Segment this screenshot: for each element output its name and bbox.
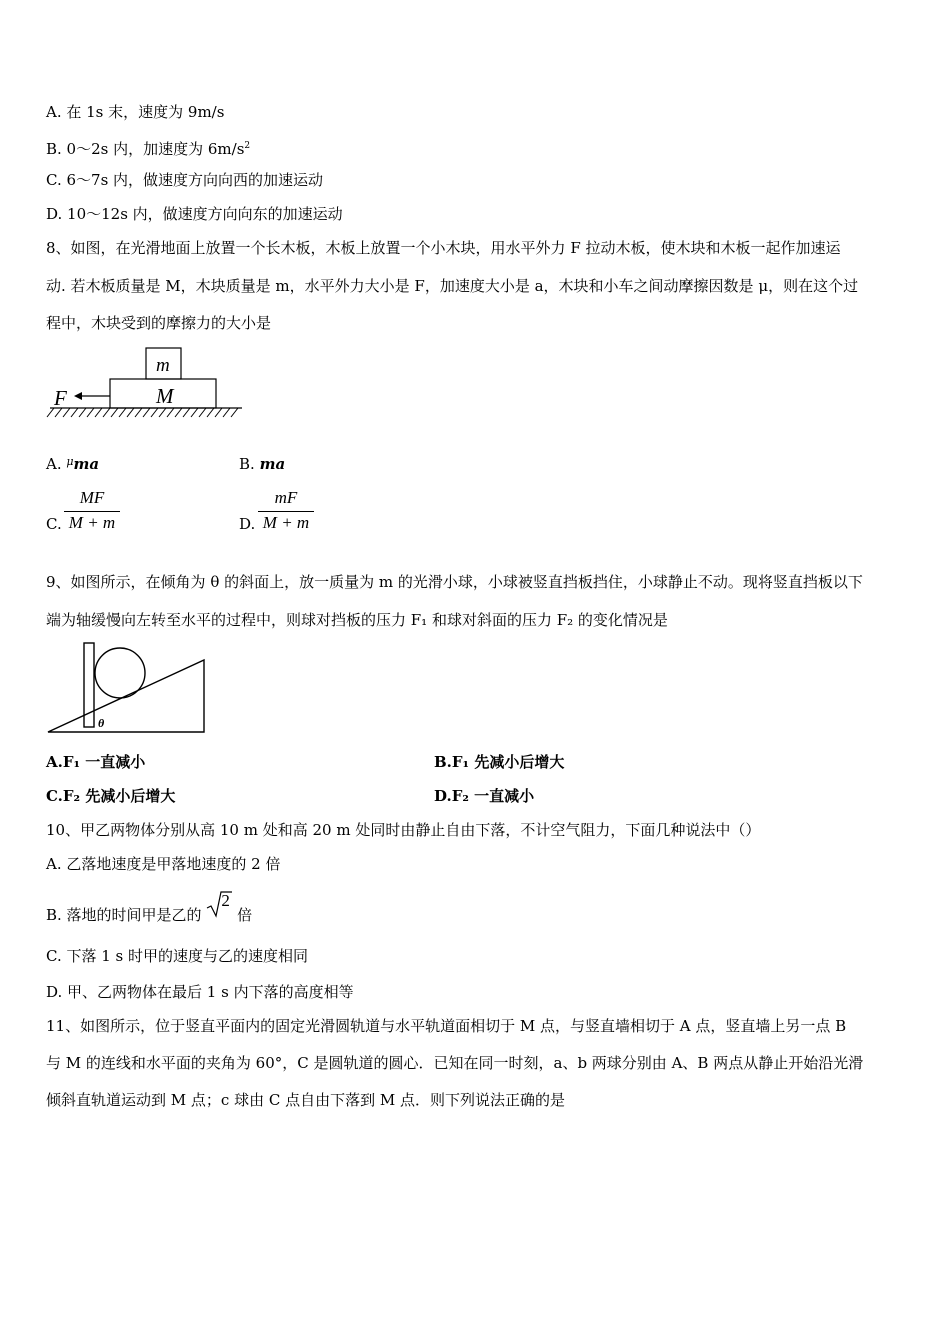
hatch-mark [207,408,214,417]
q9-option-d: D.F₂ 一直减小 [434,787,535,805]
q8-option-d-fraction-bar [258,511,314,512]
q11-stem-line-3: 倾斜直轨道运动到 M 点；c 球由 C 点自由下落到 M 点．则下列说法正确的是 [46,1091,565,1109]
q8-board-label: M [156,384,174,408]
q11-stem-line-2: 与 M 的连线和水平面的夹角为 60°，C 是圆轨道的圆心．已知在同一时刻，a、b 两球分别由 A、B 两点从静止开始沿光滑 [46,1054,864,1072]
hatch-mark [183,408,190,417]
q9-option-a: A.F₁ 一直减小 [46,753,146,771]
q8-stem-line-2: 动. 若木板质量是 M，木块质量是 m，水平外力大小是 F，加速度大小是 a，木块和小车之间动摩擦因数是 μ，则在这个过 [46,277,859,295]
q10-stem: 10、甲乙两物体分别从高 10 m 处和高 20 m 处同时由静止自由下落，不计空气阻力，下面几种说法中（） [46,821,761,839]
q8-option-a-label: A. [46,455,62,473]
q9-incline-figure [44,640,209,736]
hatch-mark [175,408,182,417]
q11-stem-line-1: 11、如图所示，位于竖直平面内的固定光滑圆轨道与水平轨道面相切于 M 点，与竖直墙相切于 A 点，竖直墙上另一点 B [46,1017,847,1035]
q7-option-b [46,136,250,159]
q8-option-b [239,454,285,474]
q7-option-b-exponent: 2 [244,141,251,151]
q8-option-c-fraction-bar [64,511,120,512]
hatch-mark [223,408,230,417]
q8-option-d-numerator: mF [274,488,298,507]
q10-sqrt-expression [206,891,232,920]
q8-ground-hatching [47,408,238,417]
q8-option-a-mu: μ [66,455,74,468]
q10-option-a: A. 乙落地速度是甲落地速度的 2 倍 [46,855,281,873]
q7-option-c: C. 6～7s 内，做速度方向向西的加速运动 [46,171,324,189]
hatch-mark [191,408,198,417]
q8-option-a-value: ma [73,455,100,473]
q9-option-b: B.F₁ 先减小后增大 [434,753,565,771]
q8-option-c-numerator: MF [79,488,105,507]
q9-option-c: C.F₂ 先减小后增大 [46,787,176,805]
q10-option-d: D. 甲、乙两物体在最后 1 s 内下落的高度相等 [46,983,354,1001]
hatch-mark [71,408,78,417]
q8-board-block-figure [46,344,246,424]
q9-stem-line-2: 端为轴缓慢向左转至水平的过程中，则球对挡板的压力 F₁ 和球对斜面的压力 F₂ 的变化情况是 [46,611,668,629]
hatch-mark [135,408,142,417]
q8-option-d-fraction [258,488,314,536]
q9-incline [48,660,204,732]
q8-option-c-fraction [64,488,120,536]
q8-stem-line-3: 程中，木块受到的摩擦力的大小是 [46,314,272,332]
hatch-mark [87,408,94,417]
q10-option-b-text: B. 落地的时间甲是乙的 [46,906,202,924]
hatch-mark [151,408,158,417]
q9-angle-label: θ [98,716,105,730]
hatch-mark [143,408,150,417]
q8-option-b-value: ma [259,455,286,473]
q8-option-b-label: B. [239,455,255,473]
q9-stem-line-1: 9、如图所示，在倾角为 θ 的斜面上，放一质量为 m 的光滑小球，小球被竖直挡板挡住，小球静止不动。现将竖直挡板以下 [46,573,863,591]
q8-option-c-denominator: M + m [68,513,116,532]
hatch-mark [215,408,222,417]
hatch-mark [95,408,102,417]
hatch-mark [111,408,118,417]
q8-option-c-label: C. [46,515,62,533]
q8-stem-line-1: 8、如图，在光滑地面上放置一个长木板，木板上放置一个小木块，用水平外力 F 拉动木板，使木块和木板一起作加速运 [46,239,841,257]
q7-option-a: A. 在 1s 末，速度为 9m/s [46,103,225,121]
q8-arrow-head-icon [74,392,82,400]
hatch-mark [119,408,126,417]
q9-ball [95,648,145,698]
q10-option-c: C. 下落 1 s 时甲的速度与乙的速度相同 [46,947,309,965]
q10-option-b-suffix: 倍 [237,906,253,924]
hatch-mark [167,408,174,417]
hatch-mark [159,408,166,417]
q8-option-a [46,454,99,476]
hatch-mark [103,408,110,417]
hatch-mark [199,408,206,417]
q8-option-d-denominator: M + m [262,513,310,532]
hatch-mark [231,408,238,417]
q8-option-d-label: D. [239,515,256,533]
q10-option-b [46,891,253,925]
hatch-mark [47,408,54,417]
hatch-mark [127,408,134,417]
q8-small-block-label: m [156,355,170,376]
q7-option-b-text: B. 0～2s 内，加速度为 6m/s [46,140,245,158]
hatch-mark [79,408,86,417]
q7-option-d: D. 10～12s 内，做速度方向向东的加速运动 [46,205,343,223]
q10-sqrt-radicand: 2 [221,891,230,910]
q8-force-label: F [54,386,67,410]
